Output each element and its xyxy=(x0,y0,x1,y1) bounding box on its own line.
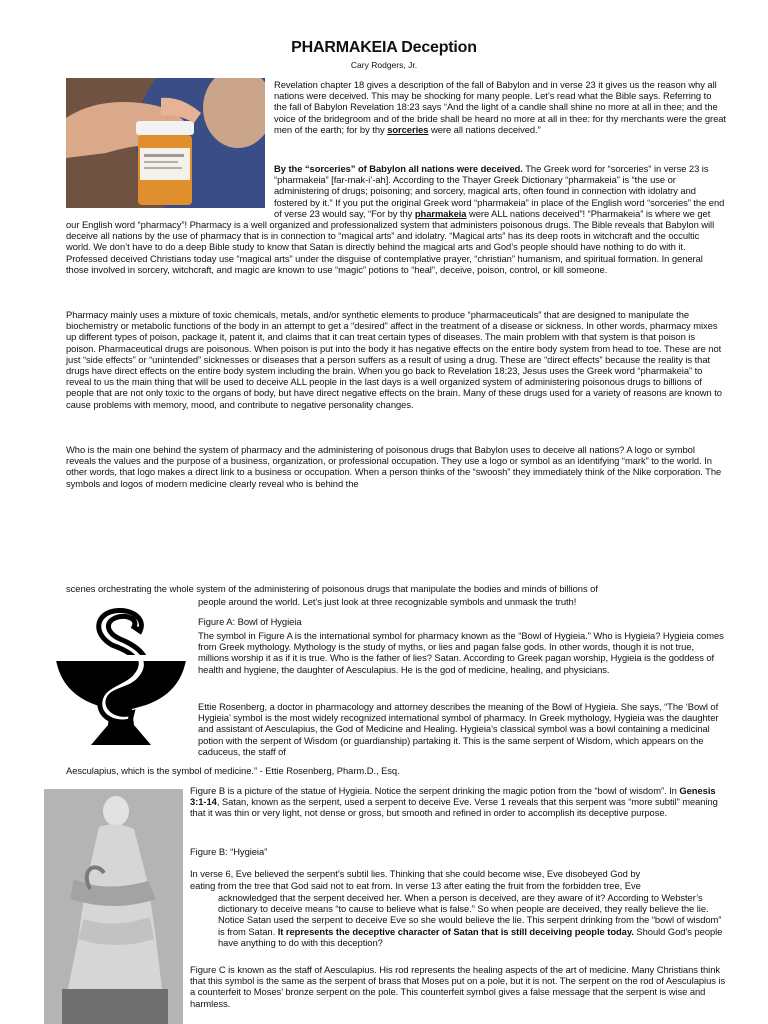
figure-b-p2-bold: It represents the deceptive character of Satan that is still deceiving people today. xyxy=(277,925,634,937)
figure-a-paragraph-1 xyxy=(198,630,726,675)
figure-a-paragraph-2-end: Aesculapius, which is the symbol of medicine.” - Ettie Rosenberg, Pharm.D., Esq. xyxy=(66,765,400,776)
sorceries-word: sorceries xyxy=(387,123,429,135)
figure-b-p1-text-a: Figure B is a picture of the statue of Hygieia. Notice the serpent drinking the magic potion from the “bowl of wisdom”. In xyxy=(190,785,680,796)
figure-b-p2-end: Should God’s people have anything to do with this deception? xyxy=(218,925,723,948)
figure-b-caption: Figure B: “Hygieia” xyxy=(190,846,268,857)
intro-p1-text: Revelation chapter 18 gives a description of the fall of Babylon and in verse 23 it gives us the reason why all nations were deceived. This may be shocking for many people. Let’s read what the Bible says. Referring to the fall of Babylon Revelation 18:23 says “And the light of a candle shall shine no more at all in thee; and the voice of the bridegroom and of the bride shall be heard no more at all in thee: for thy merchants were the great men of the earth; for by thy xyxy=(274,79,726,135)
intro-paragraph-2 xyxy=(66,163,726,275)
who-paragraph-text: Who is the main one behind the system of pharmacy and the administering of poisonous drugs that Babylon uses to deceive all nations? A logo or symbol reveals the values and the purpose of a business, organization, or professional occupation. They use a logo or symbol as an identifying “mark” to the world. In other words, that logo makes a direct link to a business or occupation. When a person thinks of the “swoosh” they immediately think of the Nike corporation. The symbols and logos of modern medicine clearly reveal who is behind the xyxy=(66,444,722,489)
hygieia-statue-photo xyxy=(44,789,183,1024)
pharmacy-paragraph-text: Pharmacy mainly uses a mixture of toxic chemicals, metals, and/or synthetic elements to produce “pharmaceuticals” that are designed to manipulate the biochemistry or metabolic functions of the body in an attempt to get a “desired” affect in the treatment of a disease or sickness. In other words, pharmacy mixes up different types of poison, package it, patent it, and claims that it can treat certain types of diseases. The main problem with that system is that poison is poison. Pharmaceutical drugs are poisonous. When poison is put into the body it has negative effects on the entire body system from head to toe. These are not just “side effects” or “unintended” sicknesses or diseases that a person suffers as a result of using a drug. These are “direct effects” because the reality is that drugs have direct effects on the entire body system including the brain. When you go back to Revelation 18:23, Jesus uses the Greek word “pharmakeia” to reveal to us the main thing that will be used to deceive ALL people in the last days is a well organized system of administering poisonous drugs to billions of people that are not only toxic to the organs of body, but have direct negative effects on the brain. Many of these drugs used for a variety of reasons are known to cause problems with memory, mood, and contribute to negative personality changes. xyxy=(66,309,722,410)
scenes-line-1: scenes orchestrating the whole system of the administering of poisonous drugs that manipulate the bodies and minds of billions of xyxy=(66,583,598,594)
figure-b-paragraph-2-rest xyxy=(218,892,726,948)
page-title: PHARMAKEIA Deception xyxy=(291,39,477,56)
figure-a-paragraph-2-text: Ettie Rosenberg, a doctor in pharmacology and attorney describes the meaning of the Bowl of Hygieia. She says, “The ‘Bowl of Hygieia’ symbol is the most widely recognized international symbol of pharmacy. In Greek mythology, Hygieia was the daughter and assistant of Aesculapius, the God of Medicine and Healing. Hygieia’s classical symbol was a bowl containing a medicinal potion with the serpent of Wisdom (or guardianship) partaking it. This is the same serpent of Wisdom, which appears on the caduceus, the staff of xyxy=(198,701,719,757)
who-paragraph xyxy=(66,444,726,489)
figure-a-caption: Figure A: Bowl of Hygieia xyxy=(198,616,302,627)
intro-p2-bold: By the “sorceries” of Babylon all nations were deceived. xyxy=(274,163,523,174)
scenes-line-2: people around the world. Let’s just look at three recognizable symbols and unmask the truth! xyxy=(198,596,577,607)
bowl-of-hygieia-symbol xyxy=(54,605,188,757)
hygieia-statue-art xyxy=(44,789,183,1024)
intro-p2-text-b: were ALL nations deceived”! “Pharmakeia” is where we get our English word “pharmacy”! Pharmacy is a well organized and professionalized system that administers poisonous drugs. The Bible reveals that Babylon will deceive all nations by the use of pharmacy that is in connection to “magical arts” and idolatry. “Magical arts” has its deep roots in witchcraft and the occultic world. We don’t have to do a deep Bible study to know that Satan is directly behind the magical arts and God’s people should have nothing to do with it. Professed deceived Christians today use “magical arts” under the disguise of contemplative prayer, “christian” humanism, and spiritual formation. In general those involved in sorcery, witchcraft, and magic are known to use “magic” potions to “heal”, deceive, poison, control, or kill someone. xyxy=(66,207,715,275)
genesis-reference: Genesis 3:1-14 xyxy=(190,785,716,808)
figure-a-paragraph-2 xyxy=(198,701,726,757)
intro-p2-text-a: The Greek word for “sorceries” in verse 23 is “pharmakeia” [far-mak-i’-ah]. According to the Thayer Greek Dictionary “pharmakeia” is “the use or administering of drugs; poisoning; and sorcery, magical arts, often found in connection with idolatry and fostered by it.” If you put the original Greek word “pharmakeia” in place of the English word “sorceries” the end of verse 23 would say, “For by thy xyxy=(274,163,725,219)
figure-c-paragraph-text: Figure C is known as the staff of Aesculapius. His rod represents the healing aspects of the art of medicine. Many Christians think that this symbol is the same as the serpent of brass that Moses put on a pole, but it is not. The serpent on the rod of Aesculapius is a counterfeit to Moses’ bronze serpent on the pole. This counterfeit symbol gives a false message that the serpent is wise and harmless. xyxy=(190,964,726,1009)
figure-b-paragraph-2-line-1: In verse 6, Eve believed the serpent’s subtil lies. Thinking that she could become wise, Eve disobeyed God by xyxy=(190,868,641,879)
figure-b-paragraph-2-line-2: eating from the tree that God said not to eat from. In verse 13 after eating the fruit from the forbidden tree, Eve xyxy=(190,880,641,891)
pharmacy-paragraph xyxy=(66,309,726,410)
figure-b-p2-text: acknowledged that the serpent deceived her. When a person is deceived, are they aware of it? According to Webster’s dictionary to deceive means “to cause to believe what is false.” So when people are deceived, they really believe the lie. Notice Satan used the serpent to deceive Eve so she would believe the lie. This serpent drinking from the “bowl of wisdom” is from Satan. xyxy=(218,892,722,937)
pharmakeia-word: pharmakeia xyxy=(414,207,467,219)
figure-b-p1-text-b: , Satan, known as the serpent, used a serpent to deceive Eve. Verse 1 reveals that this serpent was “more subtil” meaning that it was thin or very light, not dense or gross, but smooth and refined in order to accomplish its deceptive purpose. xyxy=(190,796,718,819)
figure-b-paragraph-1 xyxy=(190,785,726,819)
figure-a-paragraph-1-text: The symbol in Figure A is the international symbol for pharmacy known as the “Bowl of Hygieia.” Who is Hygieia? Hygieia comes from Greek mythology. Mythology is the study of myths, or lies and pagan false gods. In other words, though it is not true, millions worship it as if it is true. Who is the father of lies? Satan. According to Greek pagan worship, Hygieia is the goddess of health and hygiene, the daughter of Aesculapius. He is the god of medicine, healing, and physicians. xyxy=(198,630,724,675)
intro-paragraph-1 xyxy=(274,79,726,135)
bowl-of-hygieia-icon xyxy=(54,605,188,757)
figure-c-paragraph xyxy=(190,964,726,1009)
author-line: Cary Rodgers, Jr. xyxy=(350,60,418,70)
intro-p1-end: were all nations deceived.” xyxy=(428,123,541,135)
